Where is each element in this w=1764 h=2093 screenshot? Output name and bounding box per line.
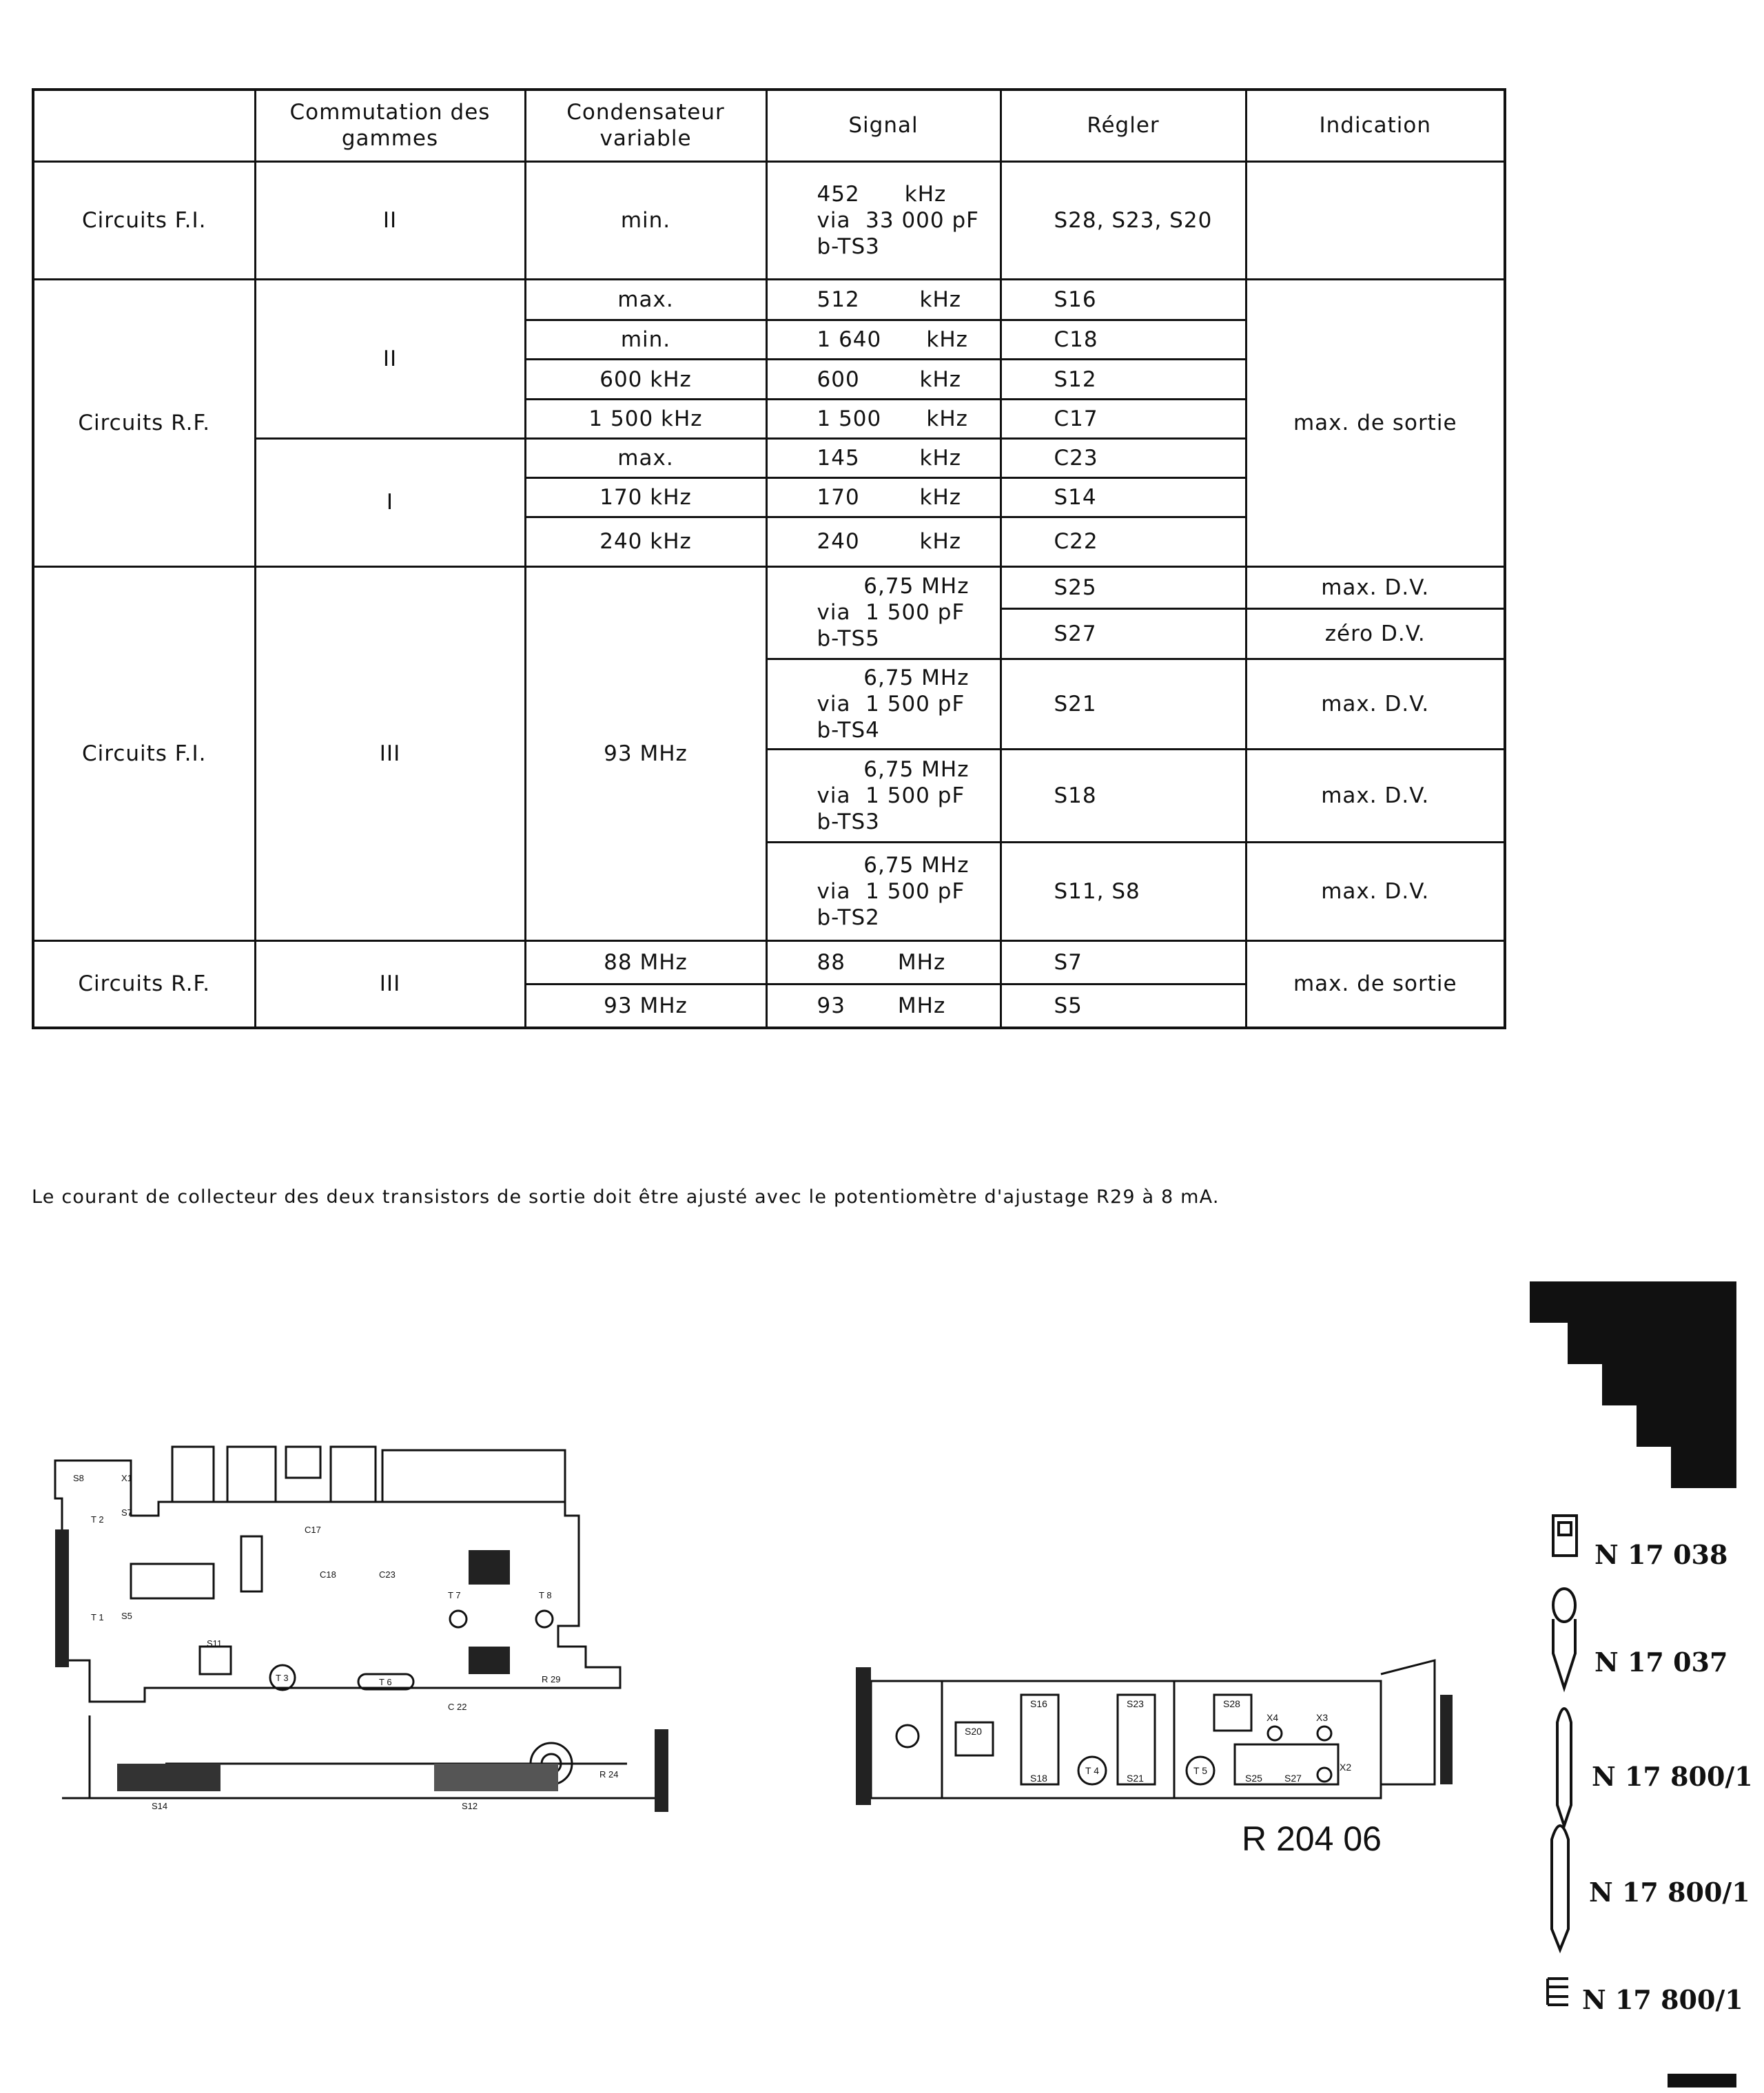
tool-label-n17800-2: N 17 800/1 (1589, 1877, 1750, 1908)
label-c22: C 22 (448, 1702, 467, 1712)
adjust-cell: C18 (1001, 320, 1246, 360)
capacitor-cell: 240 kHz (525, 517, 766, 566)
label-x1: X1 (121, 1473, 132, 1483)
adjust-cell: S16 (1001, 280, 1246, 320)
signal-cell (766, 566, 1001, 659)
chassis-diagram-left (48, 1440, 675, 1812)
header-empty (33, 90, 255, 161)
label-r29: R 29 (542, 1674, 561, 1684)
adjust-cell: C23 (1001, 438, 1246, 477)
label-s23: S23 (1127, 1698, 1144, 1709)
label-c23: C23 (379, 1569, 396, 1580)
adjust-cell: S14 (1001, 477, 1246, 517)
tool-label-n17038: N 17 038 (1594, 1539, 1728, 1570)
section-cell: Circuits R.F. (33, 280, 255, 567)
label-t6: T 6 (379, 1677, 392, 1687)
label-r24: R 24 (599, 1769, 619, 1780)
label-s5: S5 (121, 1611, 132, 1621)
range-cell: III (255, 940, 525, 1028)
label-s18: S18 (1030, 1773, 1047, 1784)
chassis-diagram-right (842, 1640, 1462, 1826)
capacitor-cell: 170 kHz (525, 477, 766, 517)
label-s28: S28 (1223, 1698, 1240, 1709)
adjust-cell: S21 (1001, 659, 1246, 750)
signal-cell: 145 kHz (766, 438, 1001, 477)
adjust-cell: S18 (1001, 750, 1246, 843)
signal-cell: 452 kHz via 33 000 pF b-TS3 (766, 161, 1001, 280)
label-x3: X3 (1316, 1712, 1329, 1723)
signal-cell (766, 659, 1001, 750)
adjust-cell: S7 (1001, 940, 1246, 984)
section-cell: Circuits R.F. (33, 940, 255, 1028)
capacitor-cell: 88 MHz (525, 940, 766, 984)
adjust-cell: C22 (1001, 517, 1246, 566)
header-signal: Signal (766, 90, 1001, 161)
indication-cell: max. D.V. (1246, 566, 1505, 608)
range-cell: II (255, 280, 525, 439)
range-cell: III (255, 566, 525, 940)
label-s12: S12 (462, 1801, 478, 1811)
table-row (33, 940, 1505, 984)
section-cell: Circuits F.I. (33, 566, 255, 940)
tools-column (1530, 1281, 1736, 2087)
alignment-table (32, 88, 1506, 1029)
label-c18: C18 (320, 1569, 336, 1580)
capacitor-cell: max. (525, 438, 766, 477)
capacitor-cell: min. (525, 320, 766, 360)
indication-cell (1246, 161, 1505, 280)
signal-cell: 1 640 kHz (766, 320, 1001, 360)
adjust-cell: S12 (1001, 360, 1246, 399)
capacitor-cell: 93 MHz (525, 984, 766, 1028)
signal-cell: 512 kHz (766, 280, 1001, 320)
signal-injection: via 1 500 pF b-TS3 (817, 783, 965, 834)
label-c17: C17 (305, 1525, 321, 1535)
signal-injection: via 1 500 pF b-TS5 (817, 600, 965, 652)
capacitor-cell: 1 500 kHz (525, 399, 766, 438)
label-s20: S20 (965, 1726, 982, 1737)
adjust-cell: S28, S23, S20 (1001, 161, 1246, 280)
label-s14: S14 (152, 1801, 168, 1811)
indication-cell: max. de sortie (1246, 940, 1505, 1028)
signal-cell: 170 kHz (766, 477, 1001, 517)
tool-label-n17800-1: N 17 800/1 (1592, 1761, 1753, 1792)
header-row (33, 90, 1505, 161)
label-s27: S27 (1284, 1773, 1302, 1784)
table-row (33, 280, 1505, 320)
signal-cell: 1 500 kHz (766, 399, 1001, 438)
tool-label-n17037: N 17 037 (1594, 1647, 1728, 1678)
signal-frequency: 6,75 MHz (863, 756, 970, 782)
table-row (33, 566, 1505, 608)
label-t8: T 8 (539, 1590, 552, 1600)
signal-cell: 88 MHz (766, 940, 1001, 984)
adjust-cell: C17 (1001, 399, 1246, 438)
signal-injection: via 1 500 pF b-TS4 (817, 692, 965, 743)
diagram-reference: R 204 06 (1242, 1819, 1382, 1858)
collector-current-note: Le courant de collecteur des deux transistors de sortie doit être ajusté avec le potentiomètre d'ajustage R29 à 8 mA. (32, 1186, 1220, 1208)
signal-cell: 93 MHz (766, 984, 1001, 1028)
capacitor-cell: 600 kHz (525, 360, 766, 399)
adjust-cell: S27 (1001, 608, 1246, 659)
adjust-cell: S5 (1001, 984, 1246, 1028)
label-t2: T 2 (91, 1514, 104, 1525)
signal-cell (766, 750, 1001, 843)
label-s11: S11 (207, 1638, 223, 1649)
capacitor-cell: max. (525, 280, 766, 320)
header-indication: Indication (1246, 90, 1505, 161)
indication-cell: max. D.V. (1246, 659, 1505, 750)
indication-cell: max. D.V. (1246, 750, 1505, 843)
range-cell: II (255, 161, 525, 280)
header-variable-capacitor: Condensateur variable (525, 90, 766, 161)
table-row (33, 161, 1505, 280)
signal-injection: via 1 500 pF b-TS2 (817, 878, 965, 930)
signal-cell: 240 kHz (766, 517, 1001, 566)
signal-frequency: 6,75 MHz (863, 574, 970, 599)
tool-label-n17800-3: N 17 800/1 (1582, 1984, 1743, 2015)
signal-cell (766, 842, 1001, 940)
label-x4: X4 (1266, 1712, 1279, 1723)
adjust-cell: S11, S8 (1001, 842, 1246, 940)
signal-frequency: 6,75 MHz (863, 852, 970, 878)
indication-cell: max. D.V. (1246, 842, 1505, 940)
section-cell: Circuits F.I. (33, 161, 255, 280)
label-t1: T 1 (91, 1612, 104, 1622)
label-s16: S16 (1030, 1698, 1047, 1709)
label-s25: S25 (1245, 1773, 1262, 1784)
label-s7: S7 (121, 1507, 132, 1518)
header-adjust: Régler (1001, 90, 1246, 161)
label-t3: T 3 (276, 1673, 289, 1683)
signal-frequency: 6,75 MHz (863, 666, 970, 691)
indication-cell: max. de sortie (1246, 280, 1505, 567)
adjust-cell: S25 (1001, 566, 1246, 608)
header-range-switch: Commutation des gammes (255, 90, 525, 161)
capacitor-cell: min. (525, 161, 766, 280)
label-s8: S8 (73, 1473, 84, 1483)
range-cell: I (255, 438, 525, 566)
label-t4: T 4 (1085, 1765, 1099, 1776)
signal-cell: 600 kHz (766, 360, 1001, 399)
indication-cell: zéro D.V. (1246, 608, 1505, 659)
capacitor-cell: 93 MHz (525, 566, 766, 940)
label-x2: X2 (1340, 1762, 1352, 1773)
label-t5: T 5 (1193, 1765, 1207, 1776)
label-t7: T 7 (448, 1590, 461, 1600)
label-s21: S21 (1127, 1773, 1144, 1784)
